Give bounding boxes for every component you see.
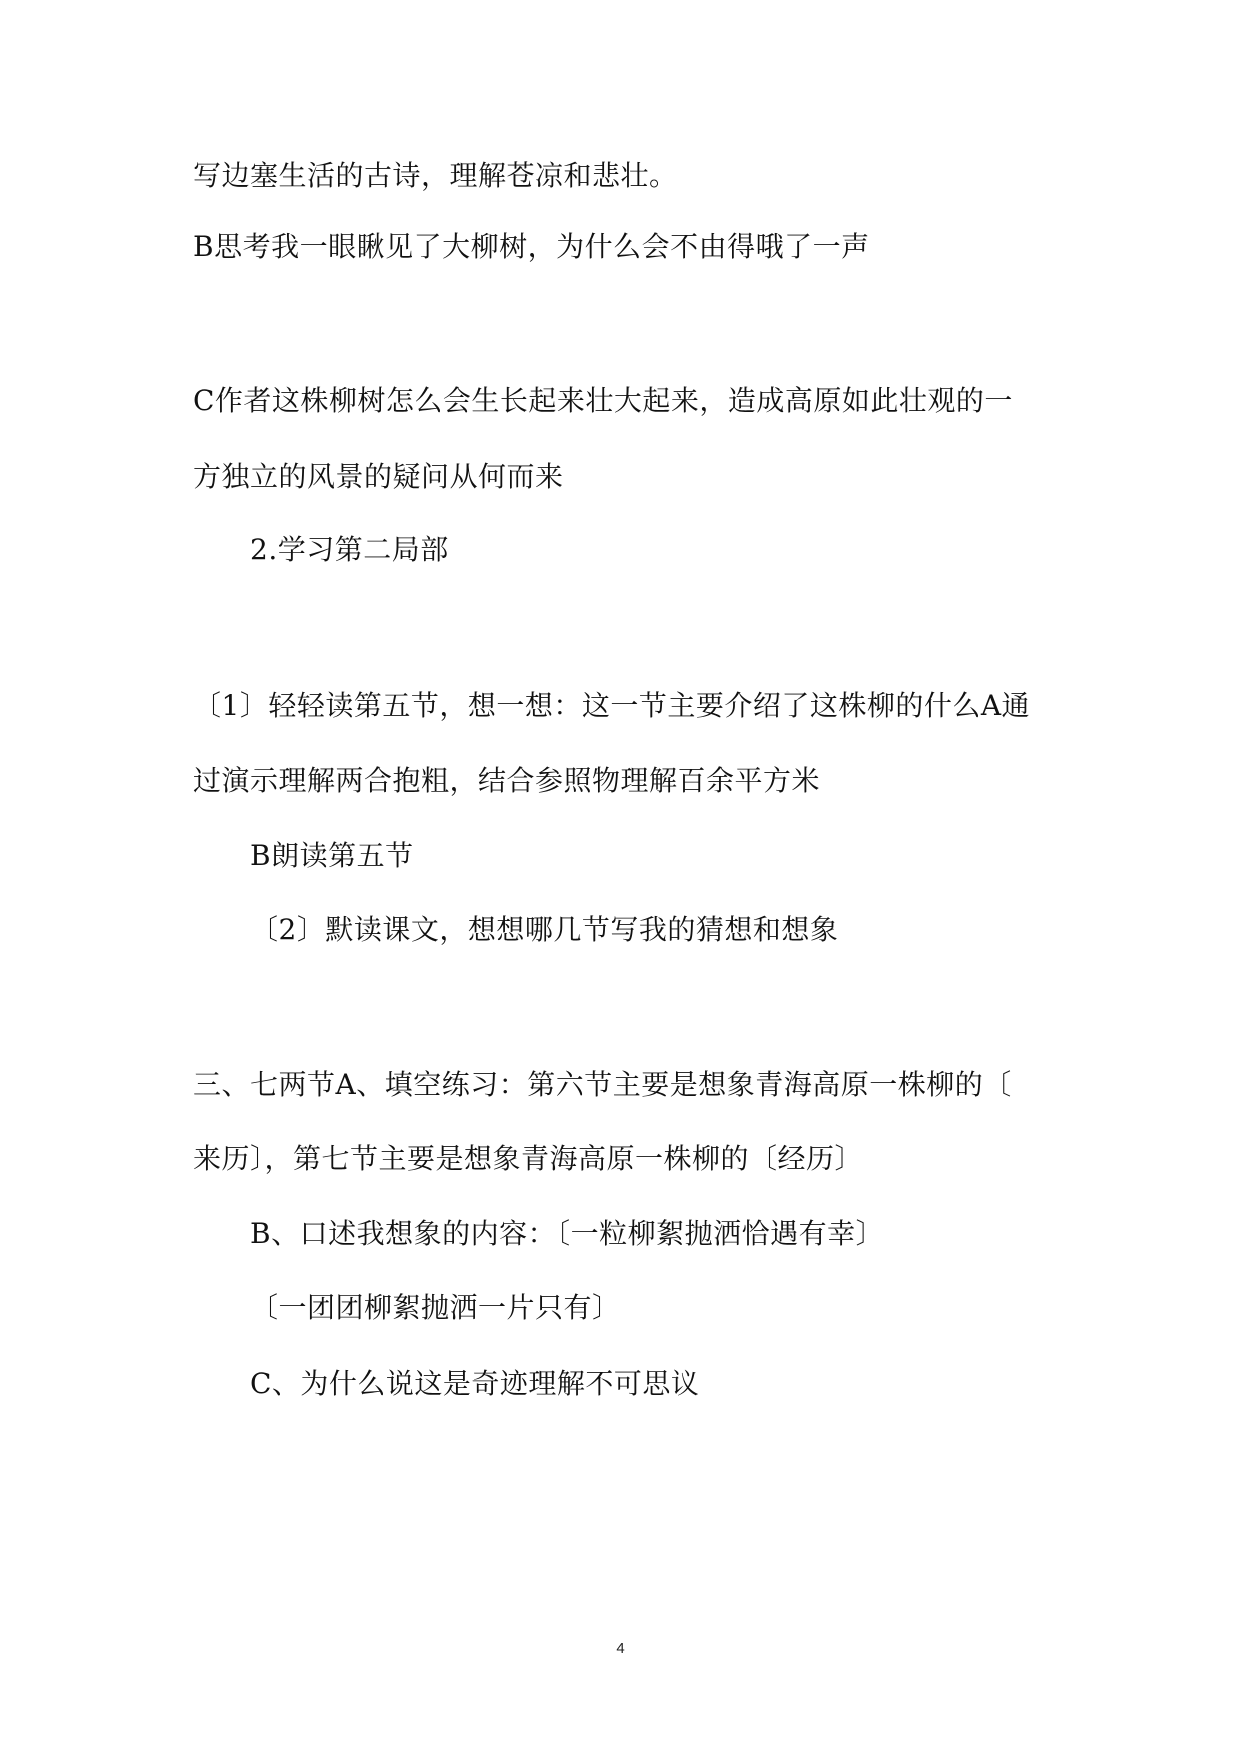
page-number: 4 (616, 1640, 625, 1657)
text-line: 来历〕，第七节主要是想象青海高原一株柳的〔经历〕 (193, 1142, 864, 1175)
text-line: 写边塞生活的古诗，理解苍凉和悲壮。 (193, 159, 678, 192)
text-line: 〔一团团柳絮抛洒一片只有〕 (250, 1291, 621, 1324)
text-line: C、为什么说这是奇迹理解不可思议 (250, 1367, 700, 1400)
text-line: 过演示理解两合抱粗，结合参照物理解百余平方米 (193, 764, 821, 797)
text-line: B思考我一眼瞅见了大柳树，为什么会不由得哦了一声 (193, 230, 870, 263)
text-line: 〔2〕默读课文，想想哪几节写我的猜想和想象 (250, 913, 839, 946)
text-line: B、口述我想象的内容：〔一粒柳絮抛洒恰遇有幸〕 (250, 1217, 885, 1250)
text-line: 2.学习第二局部 (250, 533, 449, 566)
text-line: B朗读第五节 (250, 839, 414, 872)
text-line: C作者这株柳树怎么会生长起来壮大起来，造成高原如此壮观的一 (193, 384, 1013, 417)
text-line: 方独立的风景的疑问从何而来 (193, 460, 564, 493)
text-line: 〔1〕轻轻读第五节，想一想：这一节主要介绍了这株柳的什么A通 (193, 689, 1031, 722)
text-line: 三、七两节A、填空练习：第六节主要是想象青海高原一株柳的〔 (193, 1068, 1012, 1101)
